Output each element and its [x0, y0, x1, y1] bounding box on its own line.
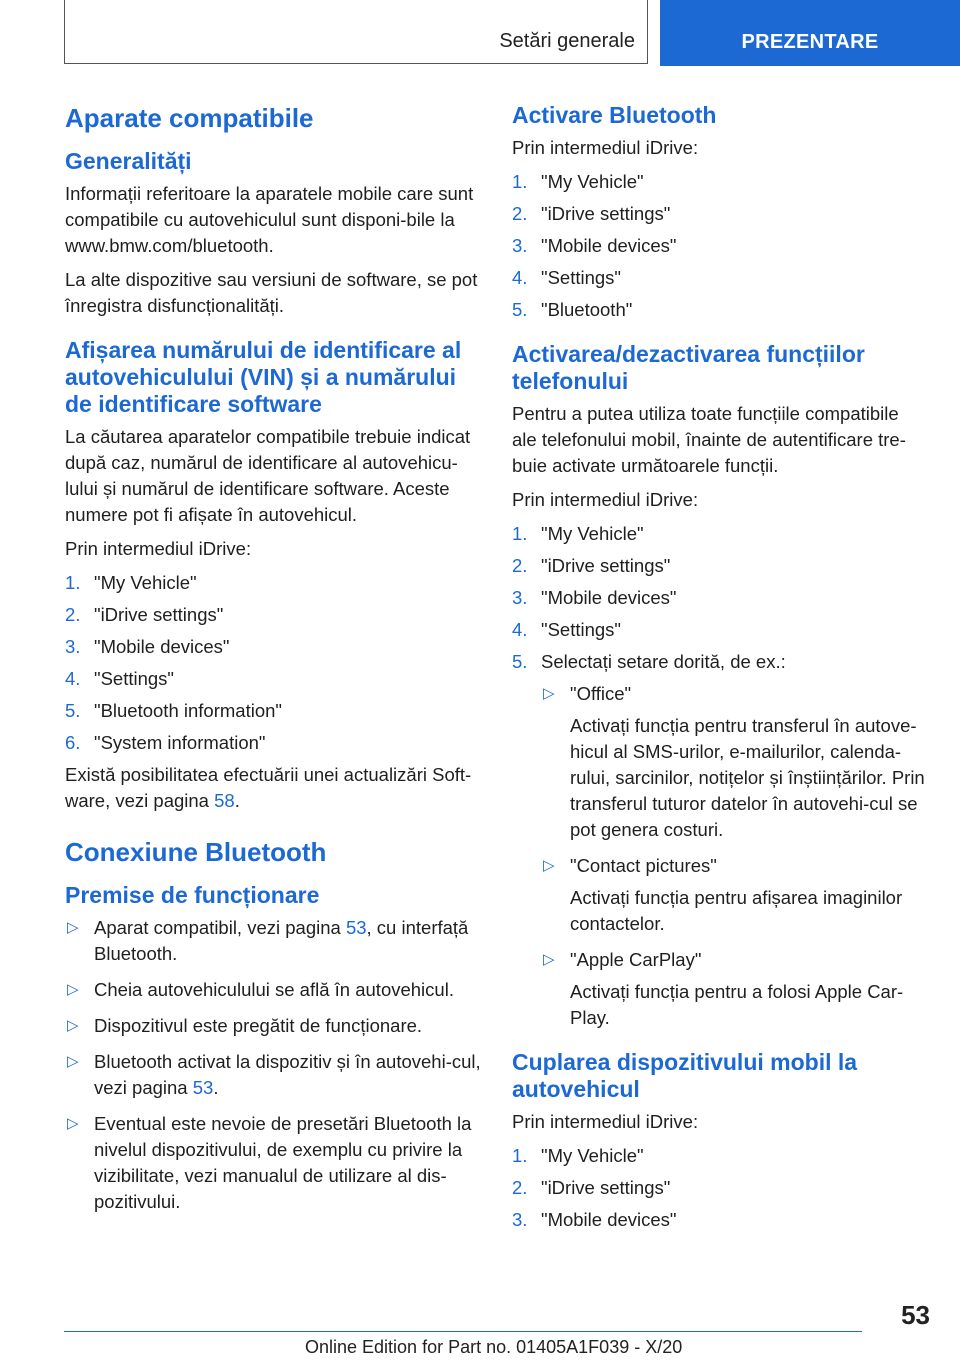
paragraph-update	[65, 762, 481, 814]
step-number: 4.	[512, 267, 528, 288]
step-text: "Bluetooth information"	[94, 700, 282, 721]
list-item	[65, 1013, 481, 1039]
steps-activate	[512, 169, 928, 323]
option-label: "Contact pictures"	[570, 855, 717, 876]
step-number: 1.	[512, 1145, 528, 1166]
step-number: 5.	[512, 651, 528, 672]
list-item	[541, 947, 928, 1031]
heading-pair-device: Cuplarea dispozitivului mobil la autovehicul	[512, 1049, 858, 1102]
paragraph-vin: La căutarea aparatelor compatibile trebuie indicat după caz, numărul de identificare al autovehicu-lului și numărul de identificare software. Aceste numere pot fi afișate în autovehicul.	[65, 426, 471, 525]
heading-phone-functions: Activarea/dezactivarea funcțiilor telefonului	[512, 341, 865, 394]
paragraph-phone-functions: Pentru a putea utiliza toate funcțiile compatibile ale telefonului mobil, înainte de autentificare tre-buie activate următoarele funcții.	[512, 403, 906, 476]
option-description: Activați funcția pentru a folosi Apple Car-Play.	[570, 981, 904, 1028]
step-number: 2.	[512, 203, 528, 224]
list-item	[512, 617, 928, 643]
step-text: "iDrive settings"	[94, 604, 224, 625]
step-text: "My Vehicle"	[541, 171, 644, 192]
triangle-bullet-icon: ▷	[543, 857, 555, 874]
section-title: Setări generale	[499, 30, 635, 52]
list-item	[65, 634, 481, 660]
list-item	[512, 297, 928, 323]
step-text: "My Vehicle"	[541, 523, 644, 544]
step-text: "Settings"	[94, 668, 174, 689]
step-number: 1.	[512, 171, 528, 192]
bullet-text: Aparat compatibil, vezi pagina	[94, 917, 346, 938]
prerequisites-list	[65, 915, 481, 1215]
list-item	[512, 1175, 928, 1201]
list-item	[65, 730, 481, 756]
bullet-text: Cheia autovehiculului se află în autovehicul.	[94, 979, 454, 1000]
step-number: 4.	[65, 668, 81, 689]
step-number: 1.	[512, 523, 528, 544]
heading-compatible-devices: Aparate compatibile	[65, 103, 314, 133]
step-text: "Settings"	[541, 619, 621, 640]
list-item	[512, 521, 928, 547]
step-number: 2.	[65, 604, 81, 625]
list-item	[65, 602, 481, 628]
list-item	[512, 1143, 928, 1169]
list-item	[541, 853, 928, 937]
heading-general: Generalități	[65, 148, 192, 174]
list-item	[65, 698, 481, 724]
list-item	[541, 681, 928, 843]
step-number: 3.	[512, 1209, 528, 1230]
footer-divider	[64, 1331, 862, 1332]
triangle-bullet-icon: ▷	[67, 1053, 79, 1070]
step-text: "Mobile devices"	[94, 636, 230, 657]
triangle-bullet-icon: ▷	[67, 1017, 79, 1034]
option-description: Activați funcția pentru transferul în autove-hicul al SMS-urilor, e-mailurilor, calenda-rului, sarcinilor, notițelor și înștiințărilor. Prin transferul tuturor datelor în autovehi-cul se pot genera costuri.	[570, 715, 925, 840]
step-text: "My Vehicle"	[541, 1145, 644, 1166]
steps-vin	[65, 570, 481, 756]
list-item	[512, 649, 928, 1031]
triangle-bullet-icon: ▷	[67, 1115, 79, 1132]
paragraph-via-idrive: Prin intermediul iDrive:	[512, 489, 699, 510]
list-item	[512, 553, 928, 579]
list-item	[512, 1207, 928, 1233]
page-link-53[interactable]: 53	[345, 917, 367, 938]
footer-edition: Online Edition for Part no. 01405A1F039 - X/20	[305, 1337, 683, 1357]
step-number: 4.	[512, 619, 528, 640]
page-number: 53	[901, 1300, 930, 1330]
list-item	[512, 585, 928, 611]
step-number: 2.	[512, 555, 528, 576]
heading-activate-bluetooth: Activare Bluetooth	[512, 102, 717, 128]
step-text: "Bluetooth"	[541, 299, 633, 320]
paragraph-general-1: Informații referitoare la aparatele mobile care sunt compatibile cu autovehiculul sunt disponi-bile la www.bmw.com/bluetooth.	[65, 183, 474, 256]
triangle-bullet-icon: ▷	[67, 919, 79, 936]
step-number: 6.	[65, 732, 81, 753]
bullet-text: .	[213, 1077, 219, 1098]
step-text: "My Vehicle"	[94, 572, 197, 593]
step-text: "iDrive settings"	[541, 1177, 671, 1198]
paragraph-general-2: La alte dispozitive sau versiuni de software, se pot înregistra disfuncționalități.	[65, 269, 478, 316]
step-text: "iDrive settings"	[541, 555, 671, 576]
step-number: 2.	[512, 1177, 528, 1198]
header-frame	[64, 0, 648, 64]
list-item	[512, 169, 928, 195]
step-text: "iDrive settings"	[541, 203, 671, 224]
paragraph-via-idrive: Prin intermediul iDrive:	[512, 137, 699, 158]
left-column	[65, 98, 481, 1225]
steps-phone	[512, 521, 928, 1031]
list-item	[65, 1111, 481, 1215]
steps-pair	[512, 1143, 928, 1233]
step-number: 1.	[65, 572, 81, 593]
heading-bluetooth-connection: Conexiune Bluetooth	[65, 837, 327, 867]
paragraph-via-idrive: Prin intermediul iDrive:	[512, 1111, 699, 1132]
bullet-text: Eventual este nevoie de presetări Bluetooth la nivelul dispozitivului, de exemplu cu privire la vizibilitate, vezi manualul de utilizare al dis-pozitivului.	[94, 1113, 472, 1212]
step-number: 3.	[65, 636, 81, 657]
list-item	[512, 233, 928, 259]
heading-prerequisites: Premise de funcționare	[65, 882, 320, 908]
triangle-bullet-icon: ▷	[67, 981, 79, 998]
page-link-53[interactable]: 53	[192, 1077, 214, 1098]
list-item	[512, 265, 928, 291]
list-item	[65, 570, 481, 596]
paragraph-via-idrive: Prin intermediul iDrive:	[65, 538, 252, 559]
update-end: .	[234, 790, 240, 811]
step-number: 5.	[512, 299, 528, 320]
triangle-bullet-icon: ▷	[543, 685, 555, 702]
step-text: Selectați setare dorită, de ex.:	[541, 651, 786, 672]
page-link-58[interactable]: 58	[214, 790, 235, 811]
bullet-text: , cu interfață Bluetooth.	[94, 917, 469, 964]
list-item	[65, 1049, 481, 1101]
list-item	[65, 915, 481, 967]
step-text: "Mobile devices"	[541, 235, 677, 256]
triangle-bullet-icon: ▷	[543, 951, 555, 968]
list-item	[65, 977, 481, 1003]
list-item	[65, 666, 481, 692]
step-number: 3.	[512, 235, 528, 256]
bullet-text: Bluetooth activat la dispozitiv și în autovehi-cul, vezi pagina	[94, 1051, 481, 1098]
option-label: "Apple CarPlay"	[570, 949, 702, 970]
update-text: Există posibilitatea efectuării unei actualizări Soft-ware, vezi pagina	[65, 764, 472, 811]
step-text: "System information"	[94, 732, 266, 753]
step-text: "Mobile devices"	[541, 1209, 677, 1230]
step-number: 5.	[65, 700, 81, 721]
list-item	[512, 201, 928, 227]
right-column	[512, 98, 928, 1239]
chapter-tab[interactable]: PREZENTARE	[660, 0, 960, 66]
step-number: 3.	[512, 587, 528, 608]
step-text: "Settings"	[541, 267, 621, 288]
option-description: Activați funcția pentru afișarea imaginilor contactelor.	[570, 887, 903, 934]
bullet-text: Dispozitivul este pregătit de funcționare.	[94, 1015, 423, 1036]
step-text: "Mobile devices"	[541, 587, 677, 608]
options-list	[541, 681, 928, 1031]
option-label: "Office"	[570, 683, 632, 704]
heading-vin: Afișarea numărului de identificare al autovehiculului (VIN) și a numărului de identificare software	[65, 337, 462, 417]
